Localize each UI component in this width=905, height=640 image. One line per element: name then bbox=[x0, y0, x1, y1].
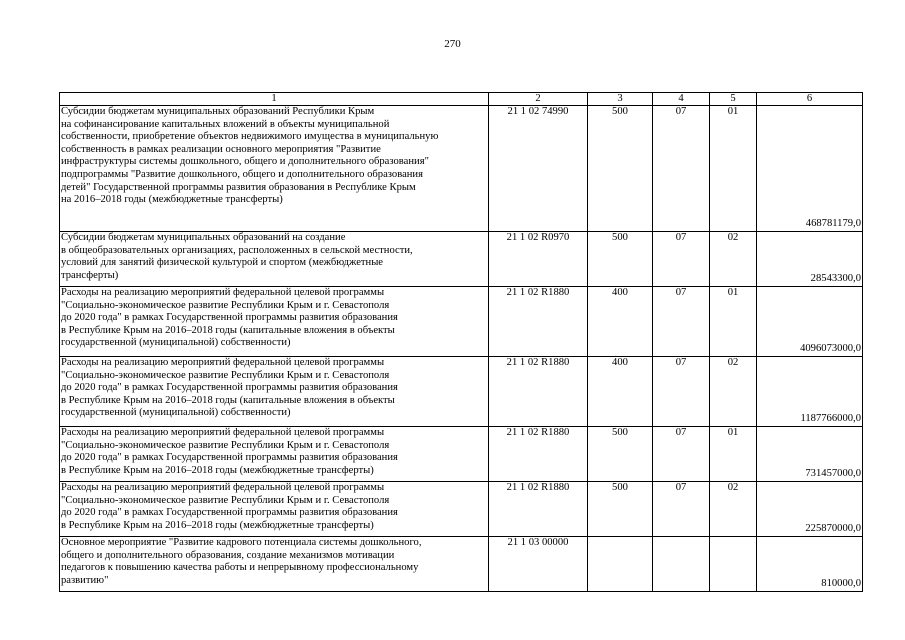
table-row bbox=[60, 427, 863, 482]
row-amount: 810000,0 bbox=[757, 537, 863, 592]
row-subsection: 02 bbox=[710, 232, 757, 287]
row-amount: 28543300,0 bbox=[757, 232, 863, 287]
table-row bbox=[60, 357, 863, 427]
row-target-code: 21 1 03 00000 bbox=[489, 537, 588, 592]
column-header: 1 bbox=[60, 93, 489, 106]
row-section: 07 bbox=[653, 357, 710, 427]
row-subsection: 02 bbox=[710, 482, 757, 537]
row-amount: 225870000,0 bbox=[757, 482, 863, 537]
row-section: 07 bbox=[653, 287, 710, 357]
row-section: 07 bbox=[653, 232, 710, 287]
row-expense-type: 500 bbox=[588, 106, 653, 232]
page-number: 270 bbox=[444, 38, 461, 50]
row-expense-type: 500 bbox=[588, 232, 653, 287]
row-expense-type: 400 bbox=[588, 287, 653, 357]
row-amount: 1187766000,0 bbox=[757, 357, 863, 427]
budget-table bbox=[59, 92, 863, 592]
table-row bbox=[60, 287, 863, 357]
row-description: Основное мероприятие "Развитие кадрового потенциала системы дошкольного, общего и дополнительного образования, создание механизмов мотивации педагогов к повышению качества работы и непрерывному профессиональному развитию" bbox=[60, 537, 489, 592]
row-subsection: 01 bbox=[710, 427, 757, 482]
row-expense-type bbox=[588, 537, 653, 592]
row-description: Расходы на реализацию мероприятий федеральной целевой программы "Социально-экономическое развитие Республики Крым и г. Севастополя до 2020 года" в рамках Государственной программы развития образования в Республике Крым на 2016–2018 годы (капитальные вложения в объекты государственной (муниципальной) собственности) bbox=[60, 357, 489, 427]
row-amount: 4096073000,0 bbox=[757, 287, 863, 357]
row-expense-type: 500 bbox=[588, 482, 653, 537]
row-section: 07 bbox=[653, 427, 710, 482]
table-row bbox=[60, 106, 863, 232]
row-expense-type: 500 bbox=[588, 427, 653, 482]
column-header: 4 bbox=[653, 93, 710, 106]
row-subsection bbox=[710, 537, 757, 592]
row-target-code: 21 1 02 R1880 bbox=[489, 482, 588, 537]
row-target-code: 21 1 02 R0970 bbox=[489, 232, 588, 287]
row-target-code: 21 1 02 R1880 bbox=[489, 287, 588, 357]
column-header: 5 bbox=[710, 93, 757, 106]
row-subsection: 01 bbox=[710, 106, 757, 232]
row-description: Расходы на реализацию мероприятий федеральной целевой программы "Социально-экономическое развитие Республики Крым и г. Севастополя до 2020 года" в рамках Государственной программы развития образования в Республике Крым на 2016–2018 годы (межбюджетные трансферты) bbox=[60, 482, 489, 537]
row-subsection: 02 bbox=[710, 357, 757, 427]
row-description: Расходы на реализацию мероприятий федеральной целевой программы "Социально-экономическое развитие Республики Крым и г. Севастополя до 2020 года" в рамках Государственной программы развития образования в Республике Крым на 2016–2018 годы (межбюджетные трансферты) bbox=[60, 427, 489, 482]
column-header: 6 bbox=[757, 93, 863, 106]
row-target-code: 21 1 02 74990 bbox=[489, 106, 588, 232]
column-header: 3 bbox=[588, 93, 653, 106]
row-section bbox=[653, 537, 710, 592]
table-row bbox=[60, 232, 863, 287]
row-description: Субсидии бюджетам муниципальных образований Республики Крым на софинансирование капитальных вложений в объекты муниципальной собственности, приобретение объектов недвижимого имущества в муниципальную собственность в рамках реализации основного мероприятия "Развитие инфраструктуры системы дошкольного, общего и дополнительного образования" подпрограммы "Развитие дошкольного, общего и дополнительного образования детей" Государственной программы развития образования в Республике Крым на 2016–2018 годы (межбюджетные трансферты) bbox=[60, 106, 489, 232]
column-header: 2 bbox=[489, 93, 588, 106]
table-header-row bbox=[60, 93, 863, 106]
row-description: Субсидии бюджетам муниципальных образований на создание в общеобразовательных организациях, расположенных в сельской местности, условий для занятий физической культурой и спортом (межбюджетные трансферты) bbox=[60, 232, 489, 287]
row-section: 07 bbox=[653, 482, 710, 537]
row-amount: 468781179,0 bbox=[757, 106, 863, 232]
row-expense-type: 400 bbox=[588, 357, 653, 427]
row-amount: 731457000,0 bbox=[757, 427, 863, 482]
row-section: 07 bbox=[653, 106, 710, 232]
row-description: Расходы на реализацию мероприятий федеральной целевой программы "Социально-экономическое развитие Республики Крым и г. Севастополя до 2020 года" в рамках Государственной программы развития образования в Республике Крым на 2016–2018 годы (капитальные вложения в объекты государственной (муниципальной) собственности) bbox=[60, 287, 489, 357]
row-target-code: 21 1 02 R1880 bbox=[489, 427, 588, 482]
row-subsection: 01 bbox=[710, 287, 757, 357]
table-row bbox=[60, 482, 863, 537]
row-target-code: 21 1 02 R1880 bbox=[489, 357, 588, 427]
table-row bbox=[60, 537, 863, 592]
